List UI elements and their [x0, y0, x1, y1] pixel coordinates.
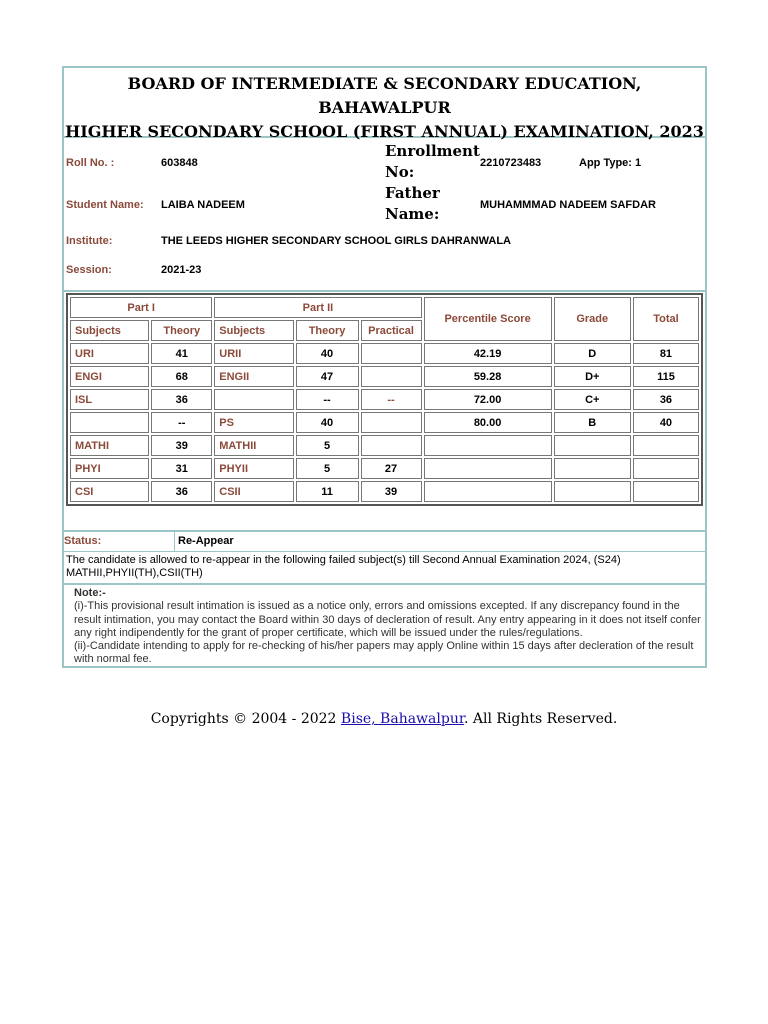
percentile-header: Percentile Score: [424, 297, 552, 341]
session-label: Session:: [66, 264, 112, 276]
note-section: [74, 587, 702, 667]
practical-cell: 27: [361, 458, 422, 479]
table-row: [70, 366, 699, 387]
part2-header: Part II: [214, 297, 421, 318]
subject1-cell: ENGI: [70, 366, 149, 387]
practical-header: Practical: [361, 320, 422, 341]
grade-header: Grade: [554, 297, 631, 341]
footer-rights: . All Rights Reserved.: [464, 711, 618, 727]
theory2-cell: 40: [296, 343, 359, 364]
exam-title: HIGHER SECONDARY SCHOOL (FIRST ANNUAL) EXAMINATION, 2023: [65, 122, 704, 141]
total-cell: [633, 458, 699, 479]
practical-cell: [361, 366, 422, 387]
subject2-cell: URII: [214, 343, 293, 364]
table-row: [70, 481, 699, 502]
theory2-cell: 5: [296, 435, 359, 456]
father-name-value: MUHAMMMAD NADEEM SAFDAR: [480, 199, 656, 211]
subject2-cell: PS: [214, 412, 293, 433]
marks-table: [66, 293, 703, 506]
grade-cell: [554, 435, 631, 456]
bise-bahawalpur-link[interactable]: Bise, Bahawalpur: [340, 711, 464, 727]
grade-cell: C+: [554, 389, 631, 410]
total-cell: 115: [633, 366, 699, 387]
note-title: Note:-: [74, 587, 106, 599]
reappear-message: The candidate is allowed to re-appear in the following failed subject(s) till Second Annual Examination 2024, (S24) MATHII,PHYII(TH),CSII(TH): [64, 553, 705, 585]
roll-label: Roll No. :: [66, 157, 115, 169]
total-cell: [633, 481, 699, 502]
practical-cell: [361, 435, 422, 456]
theory1-cell: 36: [151, 389, 212, 410]
percentile-cell: 72.00: [424, 389, 552, 410]
grade-cell: B: [554, 412, 631, 433]
grade-cell: [554, 458, 631, 479]
student-name-label: Student Name:: [66, 199, 144, 211]
theory1-cell: --: [151, 412, 212, 433]
total-cell: 81: [633, 343, 699, 364]
subject2-cell: MATHII: [214, 435, 293, 456]
percentile-cell: 80.00: [424, 412, 552, 433]
percentile-cell: 59.28: [424, 366, 552, 387]
app-type: App Type: 1: [579, 157, 642, 169]
status-row: [64, 532, 705, 552]
total-cell: 40: [633, 412, 699, 433]
percentile-cell: [424, 458, 552, 479]
percentile-cell: [424, 435, 552, 456]
grade-cell: [554, 481, 631, 502]
subject2-cell: [214, 389, 293, 410]
subject2-cell: ENGII: [214, 366, 293, 387]
subject1-cell: MATHI: [70, 435, 149, 456]
theory1-cell: 68: [151, 366, 212, 387]
board-title: BOARD OF INTERMEDIATE & SECONDARY EDUCATION, BAHAWALPUR: [127, 74, 642, 117]
theory1-cell: 31: [151, 458, 212, 479]
father-name-label: Father Name:: [385, 184, 440, 223]
table-row: [70, 389, 699, 410]
percentile-cell: 42.19: [424, 343, 552, 364]
enrollment-value: 2210723483: [480, 157, 542, 169]
grade-cell: D+: [554, 366, 631, 387]
marks-section: [64, 290, 705, 532]
table-row: [70, 458, 699, 479]
table-row: [70, 435, 699, 456]
total-cell: [633, 435, 699, 456]
result-header: [64, 68, 705, 141]
practical-cell: 39: [361, 481, 422, 502]
subject1-cell: CSI: [70, 481, 149, 502]
theory2-cell: 5: [296, 458, 359, 479]
theory2-cell: 47: [296, 366, 359, 387]
status-divider: [174, 532, 175, 551]
institute-label: Institute:: [66, 235, 113, 247]
part1-header: Part I: [70, 297, 212, 318]
theory2-header: Theory: [296, 320, 359, 341]
subject1-cell: [70, 412, 149, 433]
institute-value: THE LEEDS HIGHER SECONDARY SCHOOL GIRLS DAHRANWALA: [161, 235, 511, 247]
theory2-cell: 11: [296, 481, 359, 502]
note-line-1: (i)-This provisional result intimation is issued as a notice only, errors and omissions excepted. If any discrepancy found in the result intimation, you may contact the Board within 30 days of decleration of result. Any entry appearing in it does not itself confer any right indipendently for the grant of proper certificate, which will be issued under the rules/regulations.: [74, 600, 701, 639]
practical-cell: [361, 412, 422, 433]
theory1-cell: 41: [151, 343, 212, 364]
roll-value: 603848: [161, 157, 198, 169]
theory1-header: Theory: [151, 320, 212, 341]
subject1-cell: PHYI: [70, 458, 149, 479]
table-row: [70, 343, 699, 364]
subject2-cell: CSII: [214, 481, 293, 502]
footer-copyright: Copyrights © 2004 - 2022: [150, 711, 341, 727]
table-row: [70, 412, 699, 433]
percentile-cell: [424, 481, 552, 502]
status-label: Status:: [64, 535, 102, 547]
practical-cell: [361, 343, 422, 364]
total-header: Total: [633, 297, 699, 341]
subject1-cell: URI: [70, 343, 149, 364]
subjects1-header: Subjects: [70, 320, 149, 341]
status-value: Re-Appear: [178, 535, 234, 547]
subject1-cell: ISL: [70, 389, 149, 410]
note-line-2: (ii)-Candidate intending to apply for re-checking of his/her papers may apply Online within 15 days after decleration of the result with normal fee.: [74, 640, 694, 666]
footer: [0, 711, 768, 727]
practical-cell: --: [361, 389, 422, 410]
theory2-cell: --: [296, 389, 359, 410]
enrollment-label: Enrollment No:: [385, 142, 480, 181]
student-info: [64, 138, 705, 290]
theory1-cell: 36: [151, 481, 212, 502]
student-name-value: LAIBA NADEEM: [161, 199, 245, 211]
theory2-cell: 40: [296, 412, 359, 433]
subject2-cell: PHYII: [214, 458, 293, 479]
result-card: [62, 66, 707, 668]
total-cell: 36: [633, 389, 699, 410]
theory1-cell: 39: [151, 435, 212, 456]
grade-cell: D: [554, 343, 631, 364]
subjects2-header: Subjects: [214, 320, 293, 341]
session-value: 2021-23: [161, 264, 202, 276]
